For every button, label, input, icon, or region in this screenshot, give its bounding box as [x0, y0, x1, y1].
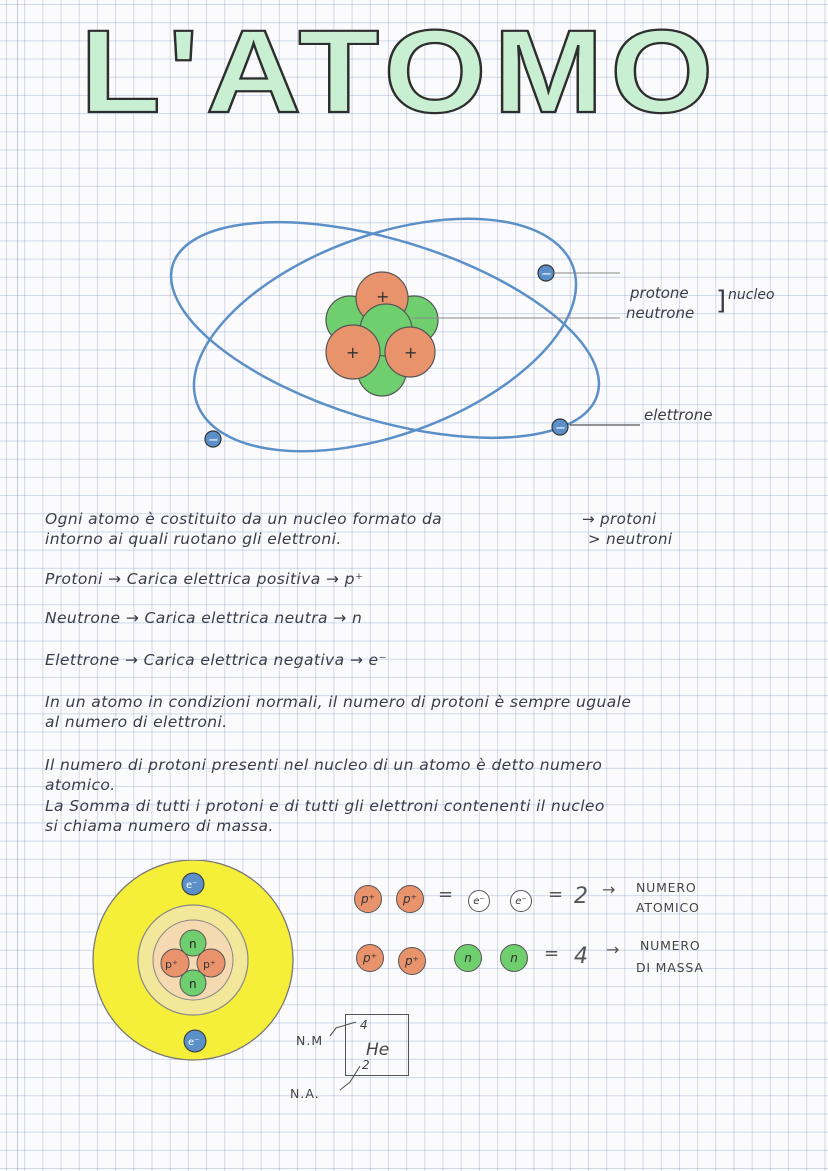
- arrow: →: [606, 940, 620, 959]
- label-neutrone: neutrone: [626, 304, 695, 322]
- count-neutron: n: [500, 944, 528, 972]
- count-neutron: n: [454, 944, 482, 972]
- electron-sign: −: [555, 421, 566, 436]
- helium-electron-label: e⁻: [186, 880, 198, 891]
- count-proton: p⁺: [396, 885, 424, 913]
- atomic-line-1: Il numero di protoni presenti nel nucleo di un atomo è detto numero: [45, 756, 603, 774]
- equals-sign: =: [544, 943, 560, 964]
- helium-proton-label: p⁺: [203, 958, 216, 971]
- notebook-margin: [17, 0, 18, 1171]
- count-proton: p⁺: [354, 885, 382, 913]
- electron-sign: −: [208, 433, 219, 448]
- helium-electron-label: e⁻: [188, 1037, 200, 1048]
- proton-sign: +: [404, 343, 418, 362]
- proton-sign: +: [376, 287, 390, 306]
- helium-atom: [88, 860, 298, 1070]
- atomic-number-label-2: ATOMICO: [636, 900, 700, 915]
- equals-sign: =: [548, 884, 564, 905]
- normal-line-1: In un atomo in condizioni normali, il numero di protoni è sempre uguale: [45, 693, 632, 711]
- atomic-line-2: atomico.: [45, 776, 116, 794]
- page-title: L'ATOMO: [80, 6, 720, 138]
- label-protone: protone: [630, 284, 689, 302]
- count-electron: e⁻: [468, 890, 490, 912]
- normal-line-2: al numero di elettroni.: [45, 713, 228, 731]
- protoni-line: Protoni → Carica elettrica positiva → p⁺: [45, 570, 364, 588]
- intro-line-1: Ogni atomo è costituito da un nucleo formato da: [45, 510, 443, 528]
- helium-neutron-label: n: [189, 977, 197, 991]
- label-elettrone: elettrone: [644, 406, 713, 424]
- label-na: N.A.: [290, 1086, 320, 1101]
- count-proton: p⁺: [356, 944, 384, 972]
- mass-number-label-2: DI MASSA: [636, 960, 704, 975]
- mass-line-1: La Somma di tutti i protoni e di tutti gli elettroni contenenti il nucleo: [45, 797, 605, 815]
- arrow: →: [602, 880, 616, 899]
- intro-arrow-protoni: → protoni: [582, 510, 657, 528]
- count-proton: p⁺: [398, 947, 426, 975]
- mass-number-label-1: NUMERO: [640, 938, 701, 953]
- helium-neutron-label: n: [189, 937, 197, 951]
- atom-diagram: [150, 180, 810, 490]
- elettrone-line: Elettrone → Carica elettrica negativa → e⁻: [45, 651, 388, 669]
- intro-line-2: intorno ai quali ruotano gli elettroni.: [45, 530, 342, 548]
- atomic-number-sub: 2: [362, 1058, 370, 1072]
- atomic-number-value: 2: [574, 884, 588, 909]
- equals-sign: =: [438, 884, 454, 905]
- mass-number-sup: 4: [360, 1018, 368, 1032]
- label-nucleo: nucleo: [728, 287, 775, 303]
- electron-sign: −: [541, 267, 552, 282]
- title-svg: [0, 0, 828, 140]
- helium-proton-label: p⁺: [165, 958, 178, 971]
- count-electron: e⁻: [510, 890, 532, 912]
- label-nm: N.M: [296, 1033, 324, 1048]
- proton-sign: +: [346, 343, 360, 362]
- nucleus-bracket: ]: [716, 286, 727, 316]
- neutrone-line: Neutrone → Carica elettrica neutra → n: [45, 609, 363, 627]
- atomic-number-label-1: NUMERO: [636, 880, 697, 895]
- mass-number-value: 4: [574, 944, 588, 969]
- mass-line-2: si chiama numero di massa.: [45, 817, 274, 835]
- intro-arrow-neutroni: > neutroni: [588, 530, 673, 548]
- element-symbol: He: [366, 1040, 390, 1060]
